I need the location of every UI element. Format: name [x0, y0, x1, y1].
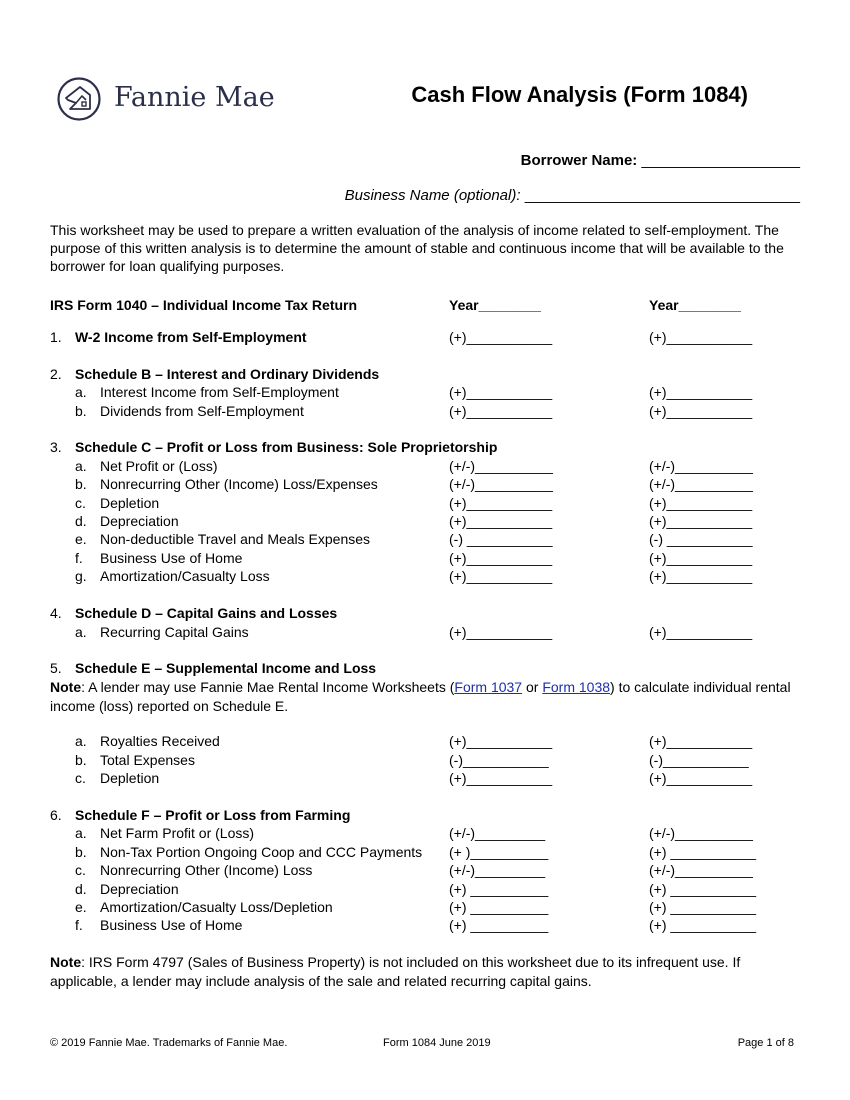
section-2	[0, 366, 850, 385]
item-letter: e.	[75, 531, 87, 547]
year2-entry[interactable]: (+/-)__________	[649, 825, 753, 841]
list-item	[0, 568, 850, 587]
list-item	[0, 881, 850, 900]
year2-entry[interactable]: (-) ___________	[649, 531, 753, 547]
year2-entry[interactable]: (+/-)__________	[649, 862, 753, 878]
list-item	[0, 844, 850, 863]
year2-entry[interactable]: (+)___________	[649, 550, 753, 566]
note-lead: Note	[50, 679, 82, 695]
item-label: Recurring Capital Gains	[100, 624, 249, 640]
item-letter: a.	[75, 825, 87, 841]
item-letter: e.	[75, 899, 87, 915]
year2-entry[interactable]: (+/-)__________	[649, 458, 753, 474]
note-text: : IRS Form 4797 (Sales of Business Property) is not included on this worksheet due to its infrequent use. If applicable, a lender may include analysis of the sale and related recurring capital gains.	[50, 954, 741, 989]
item-letter: a.	[75, 624, 87, 640]
schedule-e-note	[50, 678, 800, 716]
item-label: Depletion	[100, 495, 160, 511]
year2-entry[interactable]: (+)___________	[649, 384, 753, 400]
year1-entry[interactable]: (-) ___________	[449, 531, 553, 547]
item-label: Depreciation	[100, 881, 179, 897]
section-number: 6.	[50, 807, 62, 823]
section-4	[0, 605, 850, 624]
form-1038-link[interactable]: Form 1038	[542, 679, 611, 695]
item-letter: a.	[75, 458, 87, 474]
borrower-name-blank[interactable]: ___________________	[641, 152, 800, 169]
item-label: Business Use of Home	[100, 917, 243, 933]
year2-label[interactable]: Year________	[649, 297, 741, 313]
borrower-name-label: Borrower Name:	[520, 152, 638, 169]
section-number: 2.	[50, 366, 62, 382]
item-letter: f.	[75, 917, 83, 933]
business-name-field[interactable]	[345, 187, 800, 204]
list-item	[0, 862, 850, 881]
footer-copyright: © 2019 Fannie Mae. Trademarks of Fannie Mae.	[50, 1037, 288, 1049]
list-item	[0, 917, 850, 936]
year1-entry[interactable]: (+/-)_________	[449, 862, 546, 878]
list-item	[0, 624, 850, 643]
year1-entry[interactable]: (+/-)__________	[449, 476, 553, 492]
year2-entry[interactable]: (+) ___________	[649, 881, 757, 897]
year1-entry[interactable]: (+) __________	[449, 899, 549, 915]
item-label: Business Use of Home	[100, 550, 243, 566]
section-title: Schedule E – Supplemental Income and Loss	[75, 660, 377, 676]
item-label: Amortization/Casualty Loss/Depletion	[100, 899, 333, 915]
year1-entry[interactable]: (-)___________	[449, 752, 549, 768]
year2-entry[interactable]: (+)___________	[649, 495, 753, 511]
item-label: Amortization/Casualty Loss	[100, 568, 270, 584]
item-label: Non-deductible Travel and Meals Expenses	[100, 531, 371, 547]
section-number: 4.	[50, 605, 62, 621]
item-label: Interest Income from Self-Employment	[100, 384, 339, 400]
section-number: 1.	[50, 329, 62, 345]
year1-entry[interactable]: (+)___________	[449, 770, 553, 786]
item-letter: c.	[75, 495, 86, 511]
year1-entry[interactable]: (+)___________	[449, 495, 553, 511]
form-1037-link[interactable]: Form 1037	[454, 679, 523, 695]
item-label: Nonrecurring Other (Income) Loss	[100, 862, 313, 878]
item-label: Depletion	[100, 770, 160, 786]
section-title: Schedule B – Interest and Ordinary Dividends	[75, 366, 380, 382]
table-header-label: IRS Form 1040 – Individual Income Tax Return	[50, 297, 358, 313]
year1-label[interactable]: Year________	[449, 297, 541, 313]
item-letter: b.	[75, 752, 87, 768]
section-number: 3.	[50, 439, 62, 455]
section-title: Schedule F – Profit or Loss from Farming	[75, 807, 351, 823]
year1-entry[interactable]: (+) __________	[449, 917, 549, 933]
year1-entry[interactable]: (+)___________	[449, 568, 553, 584]
year2-entry[interactable]: (+)___________	[649, 403, 753, 419]
note-text: or	[522, 679, 543, 695]
item-letter: b.	[75, 403, 87, 419]
year2-entry[interactable]: (+)___________	[649, 733, 753, 749]
item-label: Non-Tax Portion Ongoing Coop and CCC Payments	[100, 844, 423, 860]
year1-entry[interactable]: (+)___________	[449, 733, 553, 749]
item-label: Depreciation	[100, 513, 179, 529]
item-letter: a.	[75, 384, 87, 400]
item-label: Net Profit or (Loss)	[100, 458, 218, 474]
note-text: : A lender may use Fannie Mae Rental Income Worksheets (	[81, 679, 455, 695]
year2-entry[interactable]: (+)___________	[649, 513, 753, 529]
item-letter: d.	[75, 513, 87, 529]
list-item	[0, 513, 850, 532]
page-title: Cash Flow Analysis (Form 1084)	[411, 82, 748, 107]
list-item	[0, 825, 850, 844]
year1-entry[interactable]: (+)___________	[449, 550, 553, 566]
item-letter: b.	[75, 844, 87, 860]
year2-entry[interactable]: (+) ___________	[649, 899, 757, 915]
list-item	[0, 384, 850, 403]
footer-page-number: Page 1 of 8	[737, 1037, 794, 1049]
year2-entry[interactable]: (+) ___________	[649, 917, 757, 933]
year2-entry[interactable]: (+)___________	[649, 624, 753, 640]
item-label: Total Expenses	[100, 752, 195, 768]
business-name-blank[interactable]: _________________________________	[524, 187, 800, 204]
year1-entry[interactable]: (+)___________	[449, 624, 553, 640]
note-text: ) to calculate individual rental income (loss) reported on Schedule E.	[50, 679, 791, 714]
year1-entry[interactable]: (+)___________	[449, 403, 553, 419]
year2-entry[interactable]: (+)___________	[649, 329, 753, 345]
section-3	[0, 439, 850, 458]
year2-entry[interactable]: (+) ___________	[649, 844, 757, 860]
list-item	[0, 733, 850, 752]
section-6	[0, 807, 850, 826]
item-letter: b.	[75, 476, 87, 492]
section-1	[0, 329, 850, 348]
item-letter: c.	[75, 862, 86, 878]
section-number: 5.	[50, 660, 62, 676]
section-title: Schedule D – Capital Gains and Losses	[75, 605, 338, 621]
section-title: Schedule C – Profit or Loss from Business: Sole Proprietorship	[75, 439, 498, 455]
list-item	[0, 476, 850, 495]
list-item	[0, 531, 850, 550]
fannie-mae-logo	[56, 76, 276, 122]
year2-entry[interactable]: (+)___________	[649, 568, 753, 584]
section-title: W-2 Income from Self-Employment	[75, 329, 307, 345]
form-4797-note	[50, 953, 800, 991]
item-letter: g.	[75, 568, 87, 584]
section-5	[0, 660, 850, 679]
item-label: Net Farm Profit or (Loss)	[100, 825, 255, 841]
list-item	[0, 403, 850, 422]
item-label: Dividends from Self-Employment	[100, 403, 304, 419]
year1-entry[interactable]: (+) __________	[449, 881, 549, 897]
list-item	[0, 899, 850, 918]
year1-entry[interactable]: (+/-)__________	[449, 458, 553, 474]
year2-entry[interactable]: (+)___________	[649, 770, 753, 786]
year1-entry[interactable]: (+)___________	[449, 329, 553, 345]
item-letter: f.	[75, 550, 83, 566]
year2-entry[interactable]: (+/-)__________	[649, 476, 753, 492]
business-name-label: Business Name (optional):	[344, 187, 521, 204]
year2-entry[interactable]: (-)___________	[649, 752, 749, 768]
year1-entry[interactable]: (+ )__________	[449, 844, 549, 860]
list-item	[0, 752, 850, 771]
list-item	[0, 770, 850, 789]
intro-paragraph: This worksheet may be used to prepare a written evaluation of the analysis of income related to self-employment. The purpose of this written analysis is to determine the amount of stable and continuous income that will be available to the borrower for loan qualifying purposes.	[50, 222, 784, 274]
item-letter: c.	[75, 770, 86, 786]
table-header	[0, 297, 850, 316]
list-item	[0, 550, 850, 569]
list-item	[0, 458, 850, 477]
list-item	[0, 495, 850, 514]
item-label: Royalties Received	[100, 733, 220, 749]
year1-entry[interactable]: (+)___________	[449, 384, 553, 400]
item-letter: d.	[75, 881, 87, 897]
note-lead: Note	[50, 954, 82, 970]
borrower-name-field[interactable]	[521, 152, 800, 169]
logo-text: Fannie Mae	[114, 82, 275, 113]
year1-entry[interactable]: (+)___________	[449, 513, 553, 529]
item-letter: a.	[75, 733, 87, 749]
item-label: Nonrecurring Other (Income) Loss/Expenses	[100, 476, 378, 492]
house-emblem-icon	[56, 76, 102, 122]
footer-form-id: Form 1084 June 2019	[383, 1037, 491, 1049]
year1-entry[interactable]: (+/-)_________	[449, 825, 546, 841]
